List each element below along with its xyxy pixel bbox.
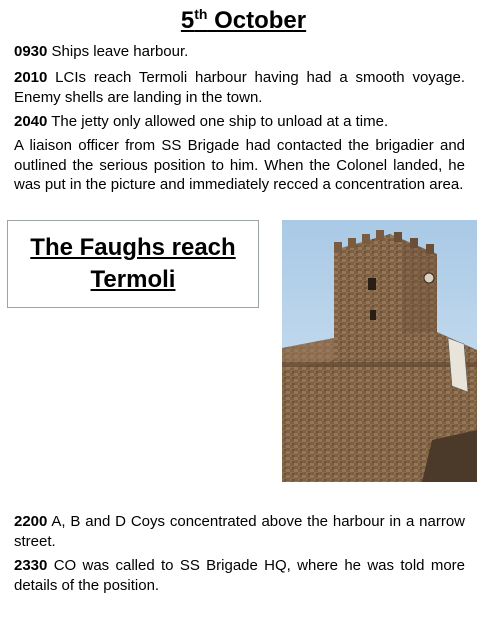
title-month: October (207, 7, 307, 34)
log-entry-0930 (14, 42, 465, 62)
log-entry-2200 (14, 512, 465, 551)
log-entry-2330 (14, 556, 465, 595)
title-ordinal: th (194, 6, 208, 22)
title-day: 5 (180, 7, 195, 34)
section-heading-box (7, 220, 259, 308)
entry-text: CO was called to SS Brigade HQ, where he was told more details of the position. (14, 557, 465, 594)
entry-text: LCIs reach Termoli harbour having had a smooth voyage. Enemy shells are landing in the town. (14, 69, 465, 106)
castle-tower-image (282, 220, 477, 482)
entry-text: A, B and D Coys concentrated above the harbour in a narrow street. (14, 513, 465, 550)
entry-time: 2010 (14, 69, 48, 86)
entry-text: Ships leave harbour. (47, 43, 189, 60)
log-entry-2010 (14, 68, 465, 107)
entry-time: 0930 (14, 43, 48, 60)
narrative-paragraph: A liaison officer from SS Brigade had contacted the brigadier and outlined the serious position to him. When the Colonel landed, he was put in the picture and immediately recced a concentration area. (14, 137, 465, 193)
log-entry-2040 (14, 112, 465, 132)
castle-tower-photo (282, 220, 477, 482)
entry-time: 2200 (14, 513, 48, 530)
entry-time: 2330 (14, 557, 48, 574)
page-title (0, 6, 487, 36)
entry-time: 2040 (14, 113, 48, 130)
section-heading: The Faughs reach Termoli (30, 234, 236, 293)
entry-text: The jetty only allowed one ship to unload at a time. (47, 113, 389, 130)
